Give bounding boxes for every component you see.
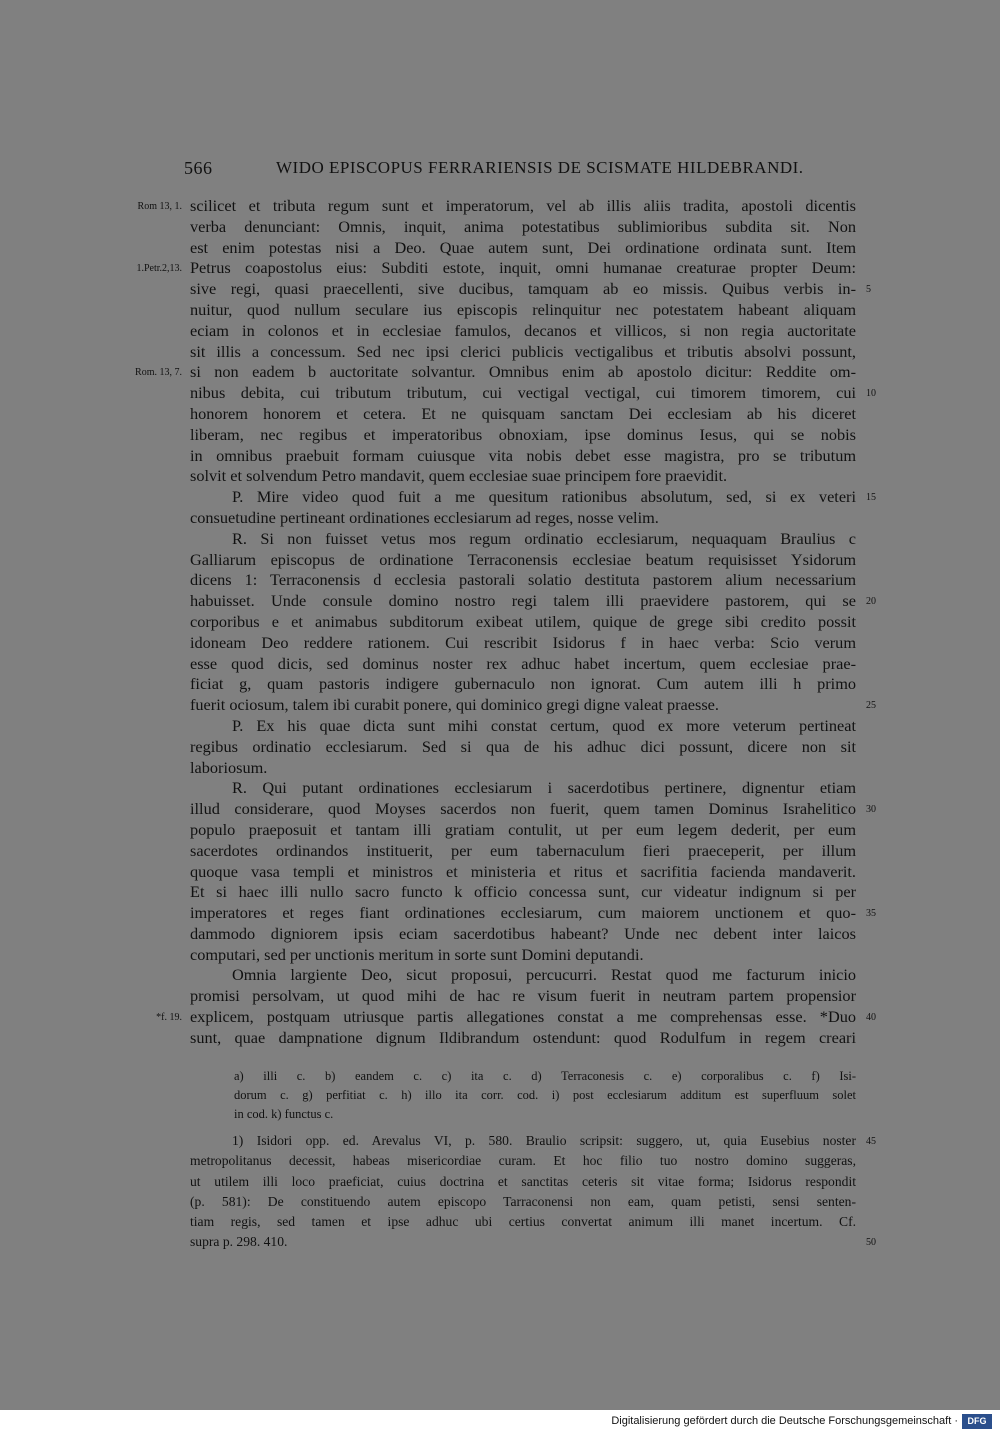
commentary-line bbox=[190, 1212, 856, 1232]
apparatus-line bbox=[234, 1105, 856, 1124]
line-text: R. Si non fuisset vetus mos regum ordinatio ecclesiarum, nequaquam Braulius c bbox=[232, 528, 856, 548]
text-line bbox=[190, 633, 856, 654]
commentary-text: metropolitanus decessit, habeas misericordiae curam. Et hoc filio tuo nostro domino suggeras, bbox=[190, 1153, 856, 1169]
line-text: imperatores et reges fiant ordinationes ecclesiarum, cum maiorem unctionem et quo- bbox=[190, 903, 856, 923]
apparatus-text: a) illi c. b) eandem c. c) ita c. d) Terraconesis c. e) corporalibus c. f) Isi- bbox=[234, 1069, 856, 1083]
text-line bbox=[135, 362, 856, 383]
text-line bbox=[190, 487, 876, 508]
text-line bbox=[190, 279, 871, 300]
main-text bbox=[135, 196, 876, 1049]
line-text: honorem honorem et cetera. Et ne quisquam sanctam Dei ecclesiam ab his diceret bbox=[190, 403, 856, 423]
footer-credit: Digitalisierung gefördert durch die Deutsche Forschungsgemeinschaft · bbox=[611, 1415, 958, 1427]
text-line bbox=[137, 196, 856, 217]
text-line bbox=[190, 591, 876, 612]
line-text: nibus debita, cui tributum tributum, cui vectigal vectigal, cui timorem timorem, cui bbox=[190, 383, 856, 403]
text-line bbox=[190, 945, 856, 966]
line-text: R. Qui putant ordinationes ecclesiarum i sacerdotibus pertinere, dignentur etiam bbox=[232, 778, 856, 798]
line-text: Et si haec illi nullo sacro functo k officio concessa sunt, cur videatur indignum si per bbox=[190, 882, 856, 902]
text-line bbox=[190, 924, 856, 945]
running-title: WIDO EPISCOPUS FERRARIENSIS DE SCISMATE HILDEBRANDI. bbox=[276, 158, 804, 177]
text-line bbox=[190, 799, 876, 820]
commentary-line bbox=[190, 1172, 856, 1192]
text-line bbox=[190, 570, 856, 591]
line-text: habuisset. Unde consule domino nostro regi talem illi praevidere pastorem, qui se bbox=[190, 591, 856, 611]
line-text: nuitur, quod nullum seculare ius episcopis relinquitur nec potestatem habeant aliquam bbox=[190, 299, 856, 319]
line-text: eciam in colonos et in ecclesiae famulos, decanos et villicos, si non regia auctoritate bbox=[190, 320, 856, 340]
text-line bbox=[190, 674, 856, 695]
text-line bbox=[190, 529, 856, 550]
line-number: 45 bbox=[866, 1136, 876, 1147]
line-text: sunt, quae dampnatione dignum Ildibrandum ostendunt: quod Rodulfum in regem creari bbox=[190, 1027, 856, 1047]
text-line bbox=[190, 612, 856, 633]
line-text: sive regi, quasi praecellenti, sive ducibus, tamquam ab eo missis. Quibus verbis in- bbox=[190, 279, 856, 299]
commentary-line bbox=[190, 1192, 856, 1212]
line-text: sacerdotes ordinandos instituerit, per eum tabernaculum fieri praeceperit, per illum bbox=[190, 840, 856, 860]
line-number: 50 bbox=[866, 1237, 876, 1249]
text-line bbox=[190, 778, 856, 799]
text-line bbox=[190, 1028, 856, 1049]
line-text: computari, sed per unctionis meritum in sorte sunt Domini deputandi. bbox=[190, 944, 644, 964]
line-text: sit illis a concessum. Sed nec ipsi clerici publicis vectigalibus et tributis absolvi possunt, bbox=[190, 341, 856, 361]
line-text: Galliarum episcopus de ordinatione Terraconensis ecclesiae beatum requisisset Ysidorum bbox=[190, 549, 856, 569]
critical-apparatus bbox=[234, 1067, 856, 1124]
line-number: 30 bbox=[866, 804, 876, 816]
commentary-text: tiam regis, sed tamen et ipse adhuc ubi certius convertat animum illi manet incertum. Cf. bbox=[190, 1214, 856, 1230]
line-text: quoque vasa templi et ministros et ministeria et ritus et sacrifitia facienda mandaverit. bbox=[190, 861, 856, 881]
line-text: liberam, nec regibus et imperatoribus obnoxiam, ipse dominus Iesus, qui se nobis bbox=[190, 424, 856, 444]
line-number: 40 bbox=[866, 1012, 876, 1024]
text-line bbox=[190, 965, 856, 986]
line-text: esse quod dicis, sed dominus noster rex adhuc habet incertum, quem ecclesiae prae- bbox=[190, 653, 856, 673]
text-line bbox=[190, 716, 856, 737]
commentary-text: (p. 581): De constituendo autem episcopo Tarraconensi non eam, quam petisti, sensi senten- bbox=[190, 1193, 856, 1209]
margin-reference: Rom. 13, 7. bbox=[135, 367, 182, 379]
text-line bbox=[190, 862, 856, 883]
line-text: populo praeposuit et tantam illi gratiam contulit, ut per eum legem dederit, per eum bbox=[190, 819, 856, 839]
line-text: dammodo digniorem ipsis eciam sacerdotibus habeant? Unde nec debent inter laicos bbox=[190, 923, 856, 943]
text-line bbox=[190, 508, 856, 529]
text-line bbox=[156, 1007, 876, 1028]
text-line bbox=[190, 238, 856, 259]
commentary-line bbox=[190, 1151, 856, 1171]
line-number: 35 bbox=[866, 908, 876, 920]
text-line bbox=[190, 695, 876, 716]
text-line bbox=[190, 654, 856, 675]
line-text: in omnibus praebuit formam cuiusque vita nobis debet esse magistra, pro se tributum bbox=[190, 445, 856, 465]
line-text: corporibus e et animabus subditorum exibeat utilem, quique de grege sibi credito possit bbox=[190, 611, 856, 631]
commentary-notes bbox=[190, 1131, 876, 1253]
apparatus-text: in cod. k) functus c. bbox=[234, 1107, 334, 1121]
commentary-line bbox=[190, 1131, 876, 1151]
line-number: 20 bbox=[866, 596, 876, 608]
apparatus-text: dorum c. g) perfitiat c. h) illo ita corr. cod. i) post ecclesiarum additum est superfluum solet bbox=[234, 1088, 856, 1102]
line-text: promisi persolvam, ut quod mihi de hac re visum fuerit in neutram partem propensior bbox=[190, 986, 856, 1006]
margin-reference: 1.Petr.2,13. bbox=[136, 263, 182, 275]
margin-reference: *f. 19. bbox=[156, 1012, 182, 1024]
line-text: illud considerare, quod Moyses sacerdos non fuerit, quem tamen Dominus Israhelitico bbox=[190, 799, 856, 819]
line-text: idoneam Deo reddere rationem. Cui rescribit Isidorus f in haec verba: Scio verum bbox=[190, 632, 856, 652]
footer-bar bbox=[0, 1410, 1000, 1434]
text-line bbox=[190, 425, 856, 446]
page-number: 566 bbox=[184, 158, 213, 178]
apparatus-line bbox=[234, 1086, 856, 1105]
commentary-text: supra p. 298. 410. bbox=[190, 1234, 288, 1250]
running-header bbox=[184, 158, 858, 182]
line-text: regibus ordinatio ecclesiarum. Sed si qua de his adhuc dici possunt, dicere non sit bbox=[190, 736, 856, 756]
line-text: Omnia largiente Deo, sicut proposui, percucurri. Restat quod me facturum inicio bbox=[232, 965, 856, 985]
line-text: verba denunciant: Omnis, inquit, anima potestatibus sublimioribus subdita sit. Non bbox=[190, 216, 856, 236]
text-line bbox=[190, 841, 856, 862]
text-line bbox=[190, 383, 876, 404]
text-line bbox=[190, 550, 856, 571]
text-line bbox=[190, 903, 876, 924]
line-text: dicens 1: Terraconensis d ecclesia pastorali solatio destituta pastorem alium necessarium bbox=[190, 570, 856, 590]
text-line bbox=[190, 758, 856, 779]
text-line bbox=[190, 820, 856, 841]
commentary-line bbox=[190, 1232, 876, 1252]
text-line bbox=[190, 882, 856, 903]
line-text: fuerit ociosum, talem ibi curabit ponere, qui dominico gregi digne valeat praesse. bbox=[190, 695, 719, 715]
apparatus-line bbox=[234, 1067, 856, 1086]
line-text: P. Ex his quae dicta sunt mihi constat certum, quod ex more veterum pertineat bbox=[232, 715, 856, 735]
dfg-logo: DFG bbox=[962, 1414, 992, 1429]
line-text: explicem, postquam utriusque partis allegationes constat a me comprehensas esse. *Duo bbox=[190, 1007, 856, 1027]
line-number: 15 bbox=[866, 492, 876, 504]
commentary-text: 1) Isidori opp. ed. Arevalus VI, p. 580. Braulio scripsit: suggero, ut, quia Eusebius noster bbox=[232, 1133, 856, 1148]
line-text: scilicet et tributa regum sunt et imperatorum, vel ab illis aliis tradita, apostoli dicentis bbox=[190, 196, 856, 215]
line-number: 25 bbox=[866, 700, 876, 712]
line-text: consuetudine pertineant ordinationes ecclesiarum ad reges, nosse velim. bbox=[190, 507, 659, 527]
text-line bbox=[190, 986, 856, 1007]
line-text: solvit et solvendum Petro mandavit, quem ecclesiae suae principem fore praevidit. bbox=[190, 466, 728, 486]
text-line bbox=[190, 300, 856, 321]
text-line bbox=[190, 404, 856, 425]
text-line bbox=[136, 258, 856, 279]
text-line bbox=[190, 321, 856, 342]
line-text: P. Mire video quod fuit a me quesitum rationibus absolutum, sed, si ex veteri bbox=[232, 487, 856, 507]
line-text: Petrus coapostolus eius: Subditi estote, inquit, omni humanae creaturae propter Deum: bbox=[190, 258, 856, 278]
line-number: 5 bbox=[866, 284, 871, 296]
commentary-text: ut utilem illi loco praeficiat, cuius doctrina et sanctitas ceteris sit vitae forma; Isidorus respondit bbox=[190, 1173, 856, 1189]
line-text: si non eadem b auctoritate solvantur. Omnibus enim ab apostolo dicitur: Reddite om- bbox=[190, 362, 856, 382]
line-text: laboriosum. bbox=[190, 757, 268, 777]
line-text: ficiat g, quam pastoris indigere gubernaculo non ignorat. Cum autem illi h primo bbox=[190, 674, 856, 694]
line-text: est enim potestas nisi a Deo. Quae autem sunt, Dei ordinatione ordinata sunt. Item bbox=[190, 237, 856, 257]
text-line bbox=[190, 737, 856, 758]
line-number: 10 bbox=[866, 388, 876, 400]
text-line bbox=[190, 466, 856, 487]
text-line bbox=[190, 446, 856, 467]
text-line bbox=[190, 217, 856, 238]
text-line bbox=[190, 342, 856, 363]
margin-reference: Rom 13, 1. bbox=[137, 201, 182, 212]
